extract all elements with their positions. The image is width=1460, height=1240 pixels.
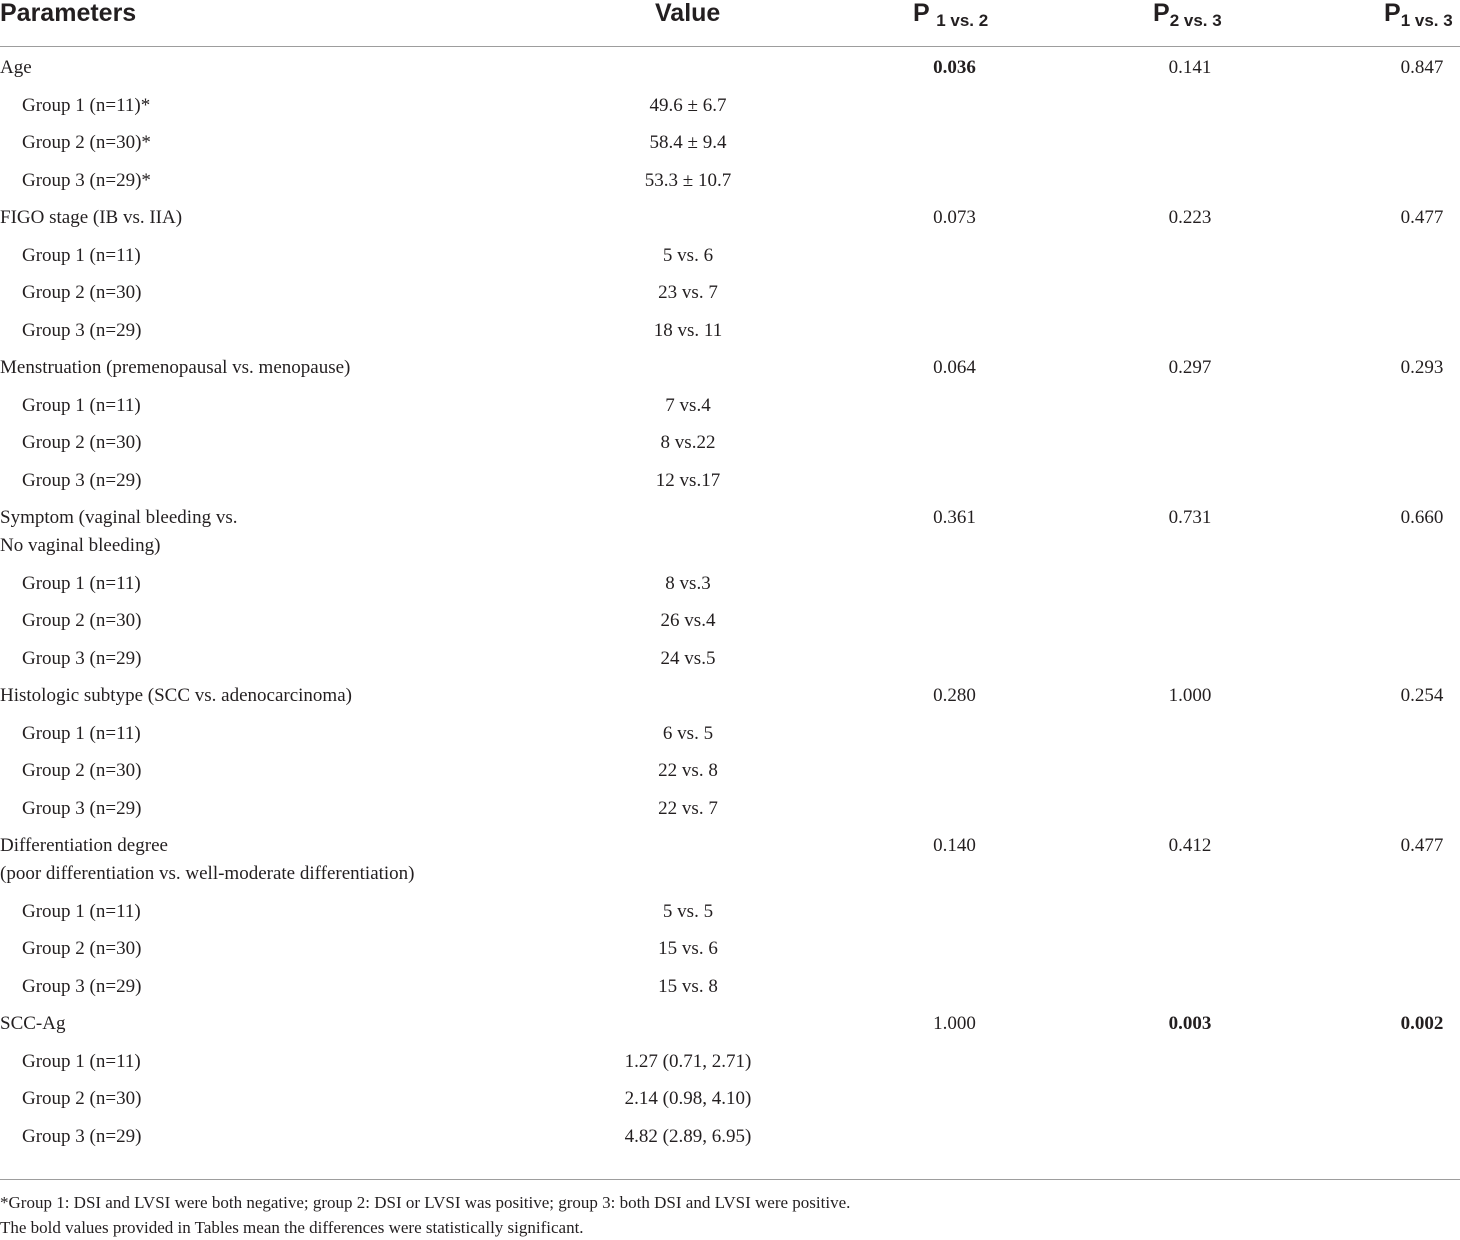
parameter-row [0, 1002, 1460, 1040]
value-cell: 5 vs. 6 [662, 244, 714, 266]
group-row [0, 271, 1460, 309]
parameter-label-line: Symptom (vaginal bleeding vs. [0, 507, 238, 528]
parameter-label-line: Group 1 (n=11)* [22, 94, 151, 116]
p-1-vs-2-cell: 0.064 [933, 357, 976, 378]
p-1-vs-3-cell: 0.660 [1400, 507, 1444, 528]
group-row [0, 309, 1460, 347]
parameter-label-line: No vaginal bleeding) [0, 535, 161, 556]
group-row [0, 84, 1460, 122]
parameter-label-line: Age [0, 57, 32, 78]
header-p-1-vs-2-sub: 1 vs. 2 [936, 11, 989, 30]
parameter-label-line: Group 2 (n=30)* [22, 132, 151, 153]
parameter-label-line: Group 3 (n=29) [22, 975, 142, 997]
p-1-vs-2-cell: 1.000 [933, 1013, 976, 1034]
parameter-label-line: Group 1 (n=11) [22, 394, 141, 416]
p-1-vs-3-cell: 0.847 [1400, 57, 1444, 78]
p-2-vs-3-cell: 0.412 [1168, 835, 1212, 856]
parameter-label-line: Group 3 (n=29) [22, 647, 142, 669]
group-row [0, 159, 1460, 197]
value-cell: 8 vs.3 [665, 572, 711, 594]
p-1-vs-3-cell: 0.293 [1400, 357, 1444, 378]
p-1-vs-2-cell: 0.073 [933, 207, 976, 228]
header-p-2-vs-3-main: P [1153, 0, 1170, 27]
value-cell: 15 vs. 6 [658, 938, 718, 959]
parameter-label-line: Group 3 (n=29) [22, 319, 142, 341]
header-p-1-vs-3-main: P [1384, 0, 1401, 27]
p-2-vs-3-cell: 0.223 [1168, 207, 1212, 228]
header-parameters: Parameters [0, 0, 137, 27]
value-cell: 1.27 (0.71, 2.71) [624, 1050, 752, 1072]
table-body [0, 46, 1460, 1152]
p-1-vs-3-cell: 0.254 [1400, 685, 1444, 706]
value-cell: 12 vs.17 [655, 469, 721, 491]
p-1-vs-2-cell: 0.140 [933, 835, 976, 856]
parameter-label-line: Group 2 (n=30) [22, 938, 142, 959]
value-cell: 26 vs.4 [660, 610, 716, 631]
group-row [0, 384, 1460, 422]
group-row [0, 121, 1460, 159]
parameter-row [0, 674, 1460, 712]
parameter-label-line: Group 3 (n=29) [22, 1125, 142, 1147]
parameter-row [0, 346, 1460, 384]
header-p-1-vs-3-sub: 1 vs. 3 [1400, 11, 1453, 30]
parameter-row [0, 824, 1460, 890]
parameter-label-line: Differentiation degree [0, 835, 168, 856]
group-row [0, 787, 1460, 825]
parameter-label-line: FIGO stage (IB vs. IIA) [0, 207, 183, 228]
group-row [0, 749, 1460, 787]
parameter-label-line: Group 3 (n=29)* [22, 169, 151, 191]
group-row [0, 927, 1460, 965]
p-1-vs-3-cell: 0.477 [1400, 207, 1444, 228]
parameter-label-line: Group 2 (n=30) [22, 760, 142, 781]
parameter-label-line: (poor differentiation vs. well-moderate differentiation) [0, 863, 415, 884]
group-row [0, 459, 1460, 497]
header-p-2-vs-3-sub: 2 vs. 3 [1169, 11, 1222, 30]
value-cell: 6 vs. 5 [662, 722, 714, 744]
group-row [0, 234, 1460, 272]
value-cell: 15 vs. 8 [658, 975, 718, 997]
parameter-label-line: Histologic subtype (SCC vs. adenocarcinoma) [0, 685, 352, 706]
header-p-2-vs-3 [1153, 0, 1222, 29]
parameter-label-line: Group 1 (n=11) [22, 900, 141, 922]
value-cell: 5 vs. 5 [662, 900, 714, 922]
p-2-vs-3-cell: 0.003 [1168, 1013, 1212, 1034]
parameter-row [0, 46, 1460, 84]
value-cell: 53.3 ± 10.7 [644, 169, 732, 191]
group-row [0, 1115, 1460, 1153]
group-row [0, 599, 1460, 637]
header-p-1-vs-3 [1384, 0, 1453, 29]
footnote-bold: The bold values provided in Tables mean the differences were statistically significant. [0, 1218, 584, 1237]
value-cell: 18 vs. 11 [653, 319, 723, 341]
parameter-label-line: Group 2 (n=30) [22, 1088, 142, 1109]
table-footnotes [0, 1179, 1460, 1240]
value-cell: 7 vs.4 [665, 394, 711, 416]
value-cell: 23 vs. 7 [658, 282, 718, 303]
p-1-vs-3-cell: 0.477 [1400, 835, 1444, 856]
p-1-vs-2-cell: 0.036 [933, 57, 976, 78]
value-cell: 49.6 ± 6.7 [649, 94, 727, 116]
parameter-label-line: Group 2 (n=30) [22, 610, 142, 631]
group-row [0, 965, 1460, 1003]
parameter-label-line: Group 2 (n=30) [22, 282, 142, 303]
group-row [0, 421, 1460, 459]
value-cell: 4.82 (2.89, 6.95) [624, 1125, 752, 1147]
table-header [0, 0, 1460, 47]
group-row [0, 562, 1460, 600]
parameter-label-line: Group 3 (n=29) [22, 469, 142, 491]
parameter-row [0, 196, 1460, 234]
parameter-label-line: SCC-Ag [0, 1013, 66, 1034]
group-row [0, 1077, 1460, 1115]
value-cell: 24 vs.5 [660, 647, 716, 669]
parameter-label-line: Group 1 (n=11) [22, 572, 141, 594]
group-row [0, 890, 1460, 928]
group-row [0, 637, 1460, 675]
p-1-vs-3-cell: 0.002 [1400, 1013, 1444, 1034]
parameter-label-line: Group 1 (n=11) [22, 244, 141, 266]
group-row [0, 712, 1460, 750]
header-p-1-vs-2-main: P [913, 0, 930, 27]
value-cell: 8 vs.22 [660, 432, 716, 453]
header-value: Value [655, 0, 721, 27]
value-cell: 58.4 ± 9.4 [649, 132, 727, 153]
value-cell: 22 vs. 8 [658, 760, 718, 781]
footnote-groups: *Group 1: DSI and LVSI were both negative; group 2: DSI or LVSI was positive; group 3: both DSI and LVSI were positive. [0, 1193, 851, 1212]
p-1-vs-2-cell: 0.361 [933, 507, 976, 528]
p-2-vs-3-cell: 0.731 [1168, 507, 1212, 528]
group-row [0, 1040, 1460, 1078]
p-2-vs-3-cell: 1.000 [1168, 685, 1212, 706]
p-1-vs-2-cell: 0.280 [933, 685, 976, 706]
parameter-label-line: Group 2 (n=30) [22, 432, 142, 453]
p-2-vs-3-cell: 0.141 [1168, 57, 1212, 78]
parameter-label-line: Group 3 (n=29) [22, 797, 142, 819]
parameter-row [0, 496, 1460, 562]
parameter-label-line: Group 1 (n=11) [22, 1050, 141, 1072]
p-2-vs-3-cell: 0.297 [1168, 357, 1212, 378]
value-cell: 22 vs. 7 [658, 797, 718, 819]
parameter-label-line: Group 1 (n=11) [22, 722, 141, 744]
value-cell: 2.14 (0.98, 4.10) [624, 1088, 752, 1109]
parameter-label-line: Menstruation (premenopausal vs. menopause) [0, 357, 351, 378]
header-p-1-vs-2 [913, 0, 988, 29]
